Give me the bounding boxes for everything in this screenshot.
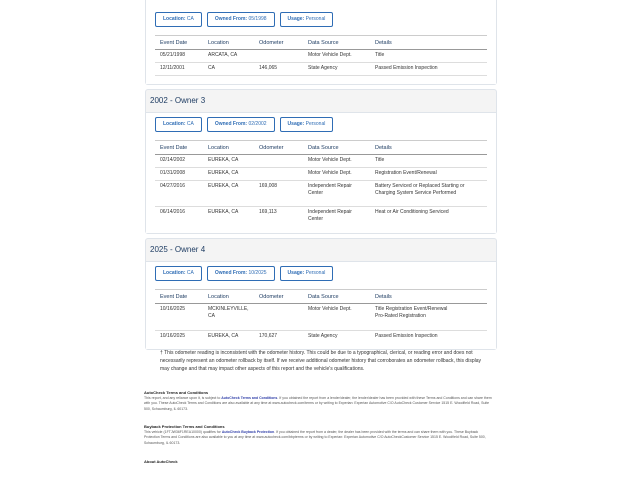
about-autocheck-title: About AutoCheck: [144, 459, 178, 464]
usage-pill: Usage: Personal: [280, 12, 334, 27]
table-header: Event Date Location Odometer Data Source Details: [155, 289, 487, 304]
usage-pill: Usage: Personal: [280, 117, 334, 132]
owner-pills: [155, 12, 333, 27]
buyback-terms-title: Buyback Protection Terms and Conditions: [144, 424, 225, 429]
owner-header: [146, 90, 496, 112]
autocheck-terms-link[interactable]: AutoCheck Terms and Conditions: [221, 395, 278, 400]
table-header: Event Date Location Odometer Data Source Details: [155, 35, 487, 50]
odometer-note: † This odometer reading is inconsistent with the odometer history. This could be due to a typographical, clerical, or reading error and does not necessarily represent an odometer rollback by itself. If we receive additional odometer history that corroborates an odometer rollback, this display may change and that may impact other aspects of this report and the vehicle's qualifications.: [160, 350, 481, 372]
owner-title: 2025 - Owner 4: [150, 245, 206, 254]
owner-body: [146, 0, 496, 84]
owner-pills: [155, 117, 333, 132]
location-pill: Location: CA: [155, 266, 202, 281]
table-row: 10/16/2025 EUREKA, CA 170,627 State Agency Passed Emission Inspection: [160, 333, 438, 339]
buyback-terms: Buyback Protection Terms and Conditions This vehicle (1FTJW36F1REA10000) qualifies for AutoCheck Buyback Protection. If you obtained the report from a dealer, the dealer has been provided with the terms and can share them with you. These Buyback Protection Terms and Conditions are also available to you at any time at www.autocheck.com/bbpterms or by writing to Experian: Experian Automotive C/O AutoCheckCustomer Service 1515 E. Woodfield Road, Suite 500, Schaumburg, IL 60173.: [144, 424, 494, 446]
about-autocheck: [144, 459, 494, 465]
table-row: 04/27/2016 EUREKA, CA 169,008 Independent Repair Center Battery Serviced or Replaced Starting or Charging System Service Performed: [155, 181, 487, 207]
usage-pill: Usage: Personal: [280, 266, 334, 281]
location-pill: Location: CA: [155, 12, 202, 27]
table-row: 01/31/2008 EUREKA, CA Motor Vehicle Dept. Registration Event/Renewal: [155, 168, 487, 181]
owned-from-pill: Owned From: 02/2002: [207, 117, 275, 132]
owner-body: [146, 261, 496, 349]
table-header: Event Date Location Odometer Data Source Details: [155, 140, 487, 155]
table-row: 10/16/2025 MCKINLEYVILLE, CA Motor Vehicle Dept. Title Registration Event/Renewal Pro-Rated Registration: [155, 304, 487, 331]
table-row: 06/14/2016 EUREKA, CA 169,113 Independent Repair Center Heat or Air Conditioning Serviced: [160, 209, 449, 222]
location-pill: Location: CA: [155, 117, 202, 132]
owner-pills: [155, 266, 333, 281]
buyback-protection-link[interactable]: AutoCheck Buyback Protection: [221, 429, 275, 434]
autocheck-terms-title: AutoCheck Terms and Conditions: [144, 390, 209, 395]
owned-from-pill: Owned From: 05/1998: [207, 12, 275, 27]
owner-body: [146, 112, 496, 233]
owner-header: [146, 239, 496, 261]
autocheck-terms: AutoCheck Terms and Conditions This report, and any reliance upon it, is subject to AutoCheck Terms and Conditions. If you obtained the report from a lender/dealer, the lender/dealer has been provided with these Terms and Conditions and can share them with you. These AutoCheck Terms and Conditions are also available at any time at www.autocheck.com/terms or by writing to Experian: Experian Automotive C/O AutoCheck Customer Service 1515 E. Woodfield Road, Suite 500, Schaumburg, IL 60173.: [144, 390, 494, 412]
owned-from-pill: Owned From: 10/2025: [207, 266, 275, 281]
table-row: 12/11/2001 CA 146,065 State Agency Passed Emission Inspection: [155, 63, 487, 76]
owner-section-3: [145, 89, 497, 234]
table-row: 02/14/2002 EUREKA, CA Motor Vehicle Dept. Title: [155, 155, 487, 168]
owner-title: 2002 - Owner 3: [150, 96, 206, 105]
owner-section-4: [145, 238, 497, 350]
owner-section-2: [145, 0, 497, 85]
table-row: 05/21/1998 ARCATA, CA Motor Vehicle Dept. Title: [155, 50, 487, 63]
